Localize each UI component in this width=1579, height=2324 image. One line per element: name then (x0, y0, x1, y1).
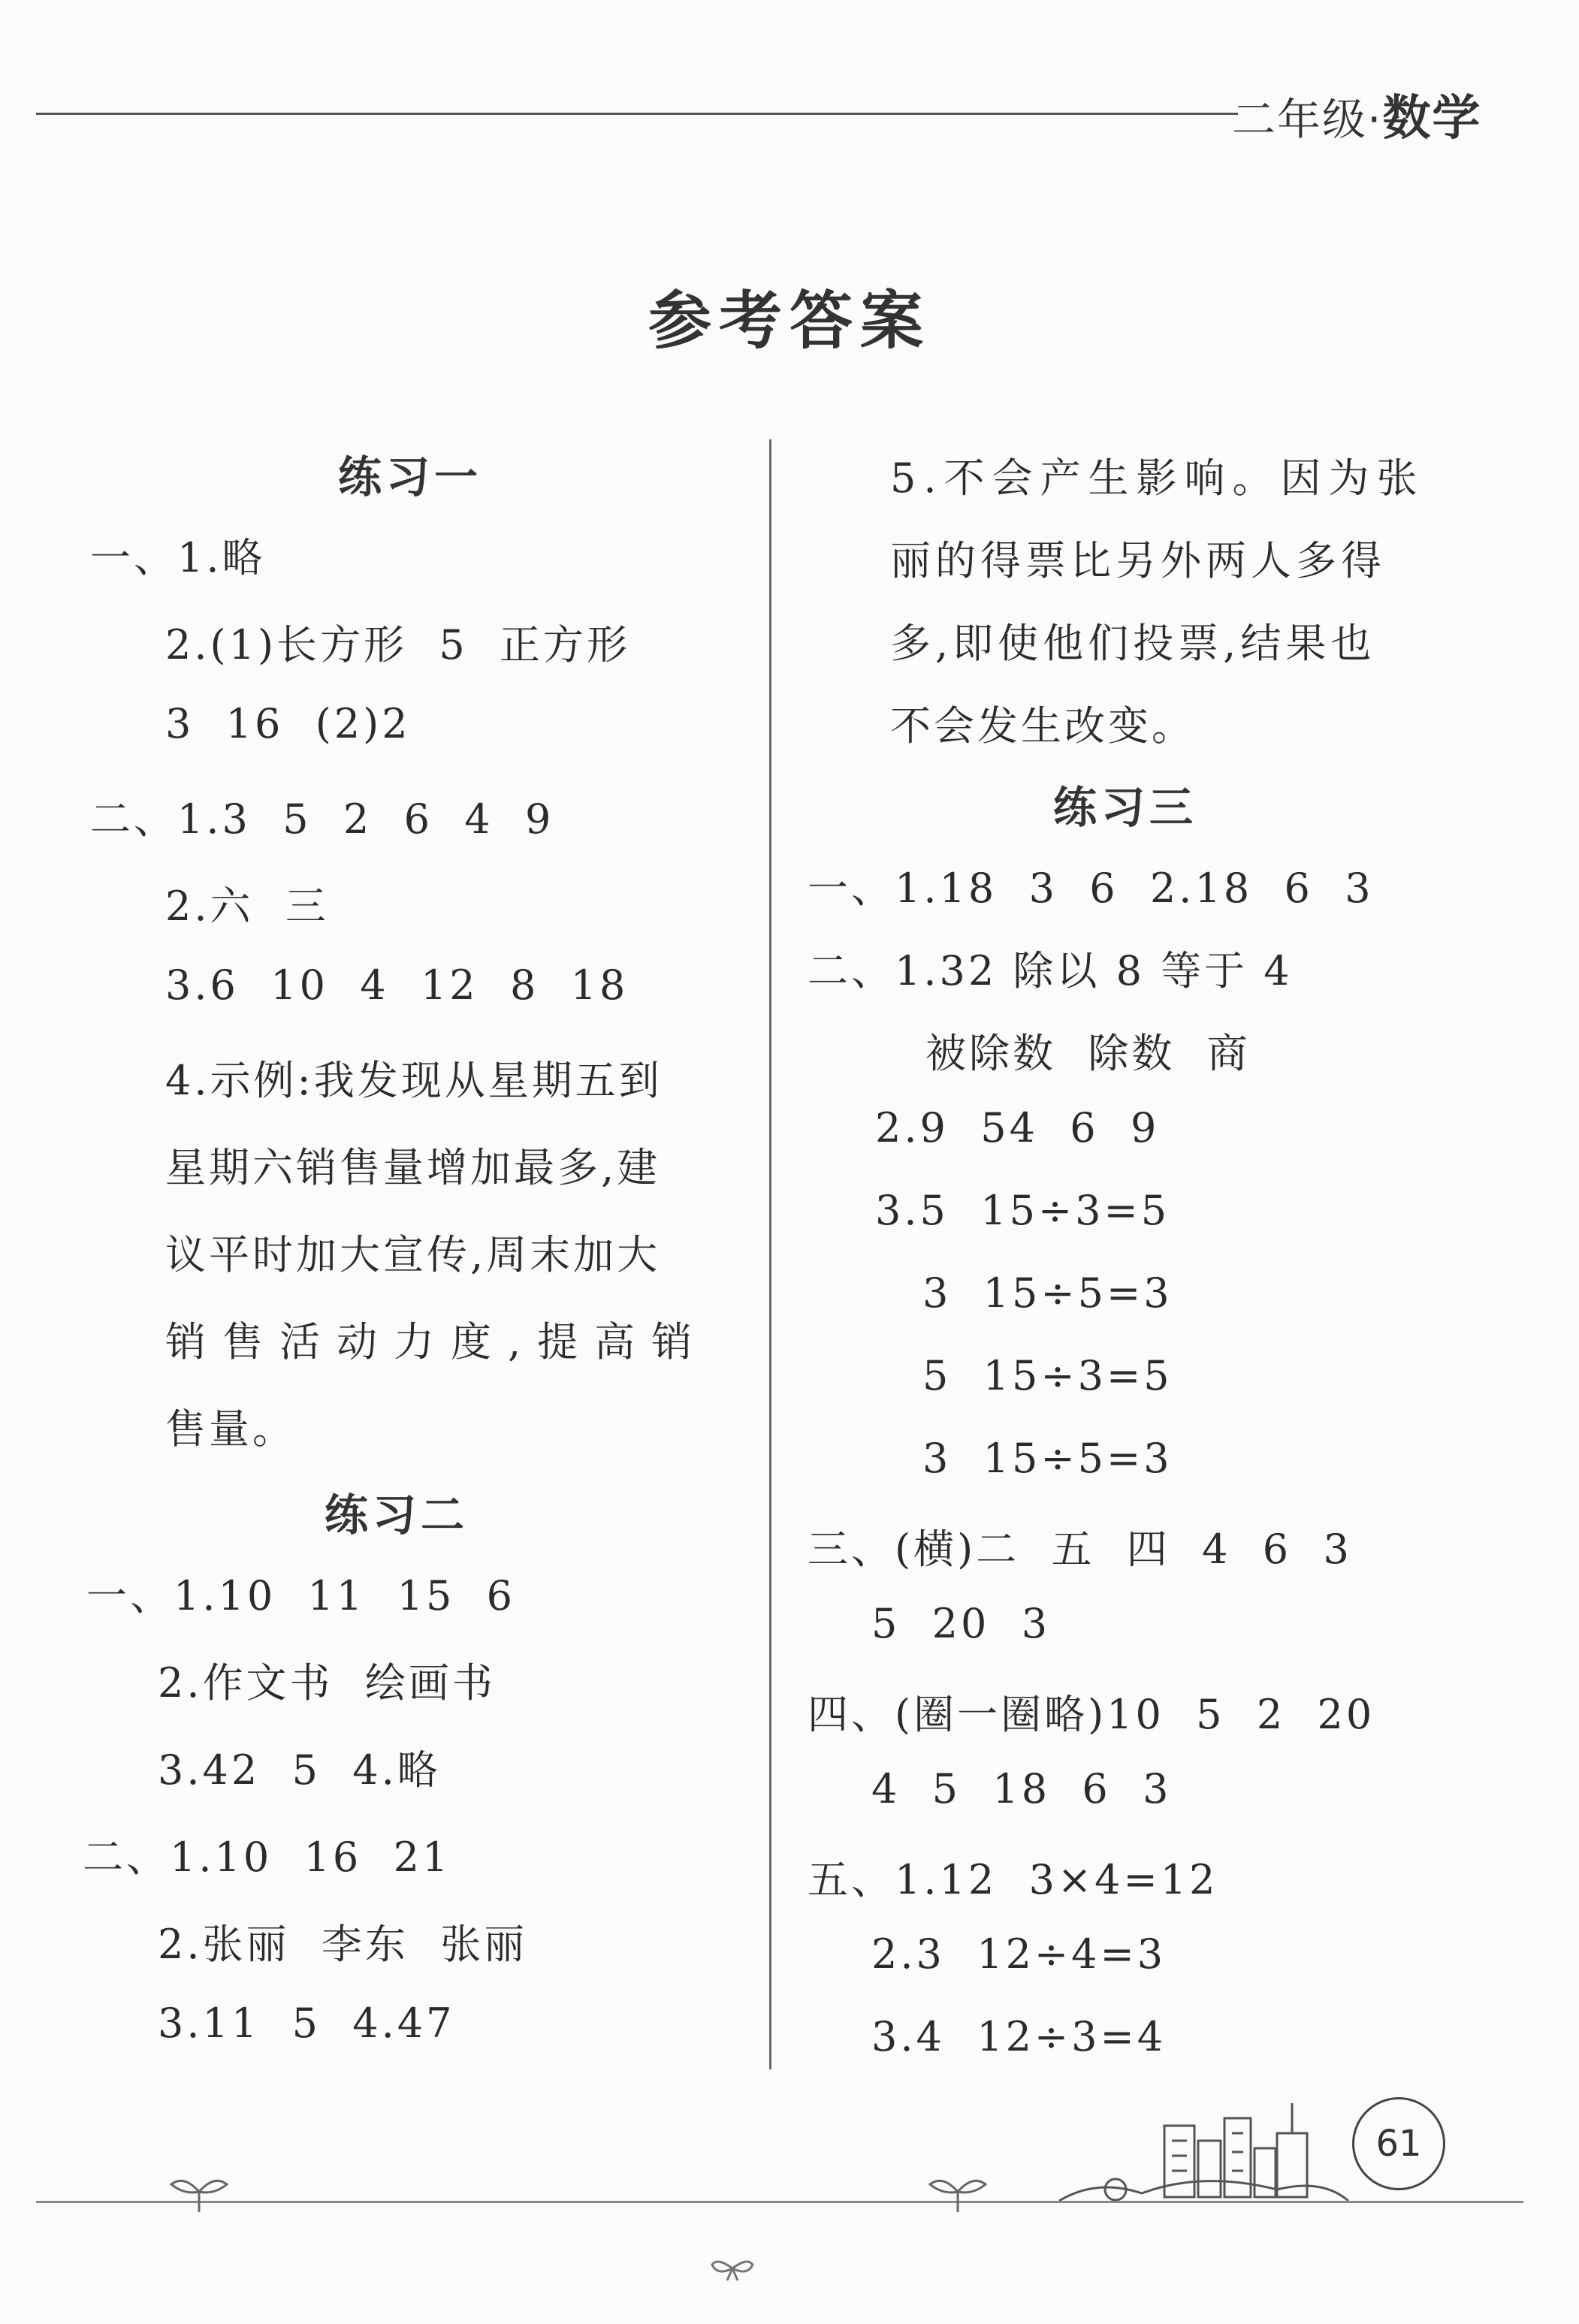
answer-line: 多,即使他们投票,结果也 (890, 620, 1376, 667)
answer-line: 一、1.18 3 6 2.18 6 3 (808, 865, 1374, 912)
answer-line: 二、1.32 除以 8 等于 4 (808, 947, 1293, 994)
answer-line: 一、1.略 (90, 534, 266, 581)
header-grade: 二年级· (1232, 94, 1383, 145)
section-title-ex1: 练习一 (338, 451, 483, 503)
answer-line: 3.4 12÷3=4 (871, 2013, 1167, 2060)
answer-line: 星期六销售量增加最多,建 (165, 1144, 661, 1191)
answer-line: 5 20 3 (871, 1600, 1051, 1647)
answer-line: 5.不会产生影响。因为张 (890, 454, 1425, 502)
answer-line: 不会发生改变。 (890, 702, 1195, 750)
ribbon-icon (706, 2253, 759, 2283)
answer-line: 2.9 54 6 9 (875, 1104, 1160, 1151)
page-number: 61 (1352, 2097, 1445, 2190)
answer-line: 3.5 15÷3=5 (875, 1187, 1170, 1234)
sprout-icon (924, 2171, 992, 2216)
answer-line: 2.(1)长方形 5 正方形 (165, 621, 631, 669)
column-divider (769, 439, 771, 2069)
answer-line: 3.6 10 4 12 8 18 (165, 961, 629, 1009)
answer-line: 丽的得票比另外两人多得 (890, 537, 1386, 584)
city-skyline-illustration (1052, 2096, 1352, 2208)
answer-line: 二、1.10 16 21 (83, 1834, 451, 1881)
answer-line: 2.3 12÷4=3 (871, 1930, 1167, 1978)
answer-line: 一、1.10 11 15 6 (86, 1572, 516, 1619)
answer-line: 3 15÷5=3 (922, 1435, 1173, 1482)
header-subject: 数学 (1382, 91, 1482, 146)
section-title-ex2: 练习二 (325, 1489, 469, 1541)
answer-line: 被除数 除数 商 (925, 1030, 1251, 1077)
answer-line: 2.六 三 (165, 883, 329, 930)
answer-line: 5 15÷3=5 (922, 1352, 1173, 1399)
answer-line: 二、1.3 5 2 6 4 9 (90, 795, 554, 843)
sprout-icon (165, 2171, 233, 2216)
answer-line: 4 5 18 6 3 (871, 1765, 1172, 1812)
answer-line: 三、(横)二 五 四 4 6 3 (808, 1526, 1352, 1573)
header-grade-subject (1232, 80, 1481, 149)
answer-line: 3.11 5 4.47 (158, 2000, 455, 2047)
answer-line: 议平时加大宣传,周末加大 (165, 1231, 661, 1278)
answer-line: 销售活动力度,提高销 (165, 1318, 709, 1366)
answer-line: 2.作文书 绘画书 (158, 1659, 496, 1707)
answer-line: 2.张丽 李东 张丽 (158, 1921, 528, 1968)
section-title-ex3: 练习三 (1053, 782, 1198, 833)
answer-line: 3 15÷5=3 (922, 1269, 1173, 1317)
page-title: 参考答案 (648, 284, 931, 358)
answer-line: 3 16 (2)2 (165, 700, 411, 747)
footer-rule (36, 2201, 1523, 2203)
header-rule (36, 113, 1238, 115)
answer-line: 五、1.12 3×4=12 (808, 1856, 1218, 1903)
answer-line: 4.示例:我发现从星期五到 (165, 1057, 663, 1104)
answer-line: 四、(圈一圈略)10 5 2 20 (808, 1691, 1375, 1738)
answer-line: 3.42 5 4.略 (158, 1746, 441, 1794)
answer-line: 售量。 (165, 1405, 296, 1453)
